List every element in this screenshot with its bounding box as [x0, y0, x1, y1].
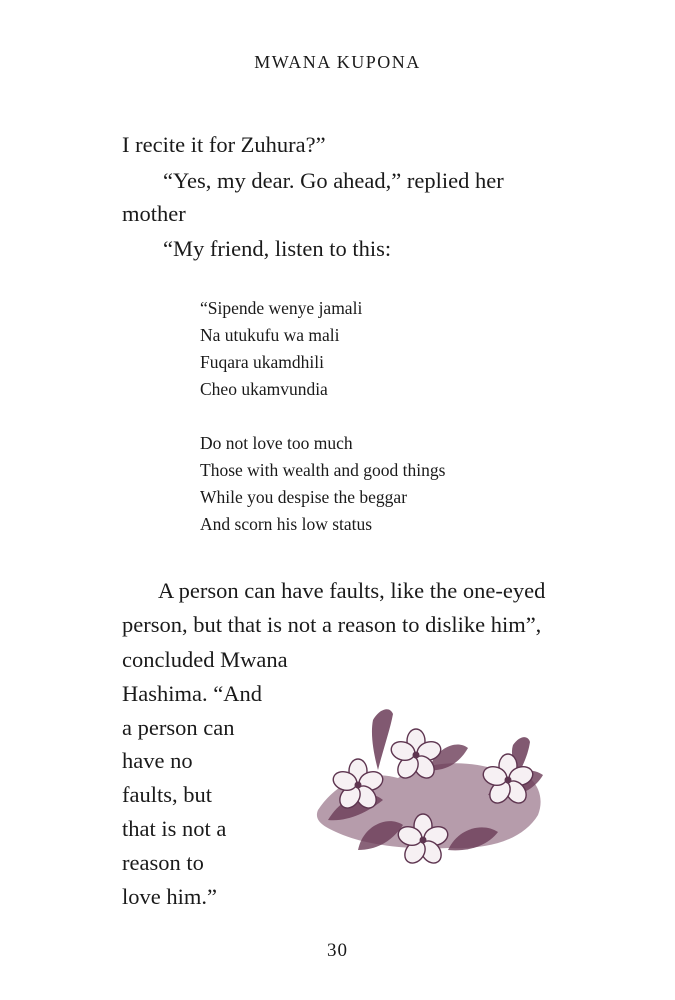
prose-line: A person can have faults, like the one-eyed — [158, 578, 546, 603]
prose-line: reason to — [122, 850, 204, 875]
verse-line: Na utukufu wa mali — [200, 325, 340, 345]
verse-line: Do not love too much — [200, 433, 353, 453]
prose-line: person, but that is not a reason to dislike him”, — [122, 612, 542, 637]
prose-line: concluded Mwana — [122, 647, 288, 672]
prose-line: “Yes, my dear. Go ahead,” replied her — [163, 168, 504, 193]
flower-sketch-icon — [298, 700, 558, 875]
prose-line: Hashima. “And — [122, 681, 262, 706]
prose-line: mother — [122, 201, 186, 226]
verse-line: Fuqara ukamdhili — [200, 352, 324, 372]
verse-line: “Sipende wenye jamali — [200, 298, 363, 318]
prose-line: love him.” — [122, 884, 217, 909]
prose-line: “My friend, listen to this: — [163, 236, 392, 261]
page-number: 30 — [327, 940, 348, 961]
prose-line: that is not a — [122, 816, 227, 841]
prose-line: I recite it for Zuhura?” — [122, 132, 326, 157]
verse-line: Those with wealth and good things — [200, 460, 446, 480]
prose-line: faults, but — [122, 782, 212, 807]
verse-line: While you despise the beggar — [200, 487, 408, 507]
verse-line: And scorn his low status — [200, 514, 373, 534]
running-head: MWANA KUPONA — [254, 52, 421, 72]
verse-line: Cheo ukamvundia — [200, 379, 328, 399]
verse-stanza-english — [200, 430, 445, 538]
prose-line: a person can — [122, 715, 235, 740]
verse-stanza-swahili — [200, 295, 362, 403]
prose-line: have no — [122, 748, 193, 773]
